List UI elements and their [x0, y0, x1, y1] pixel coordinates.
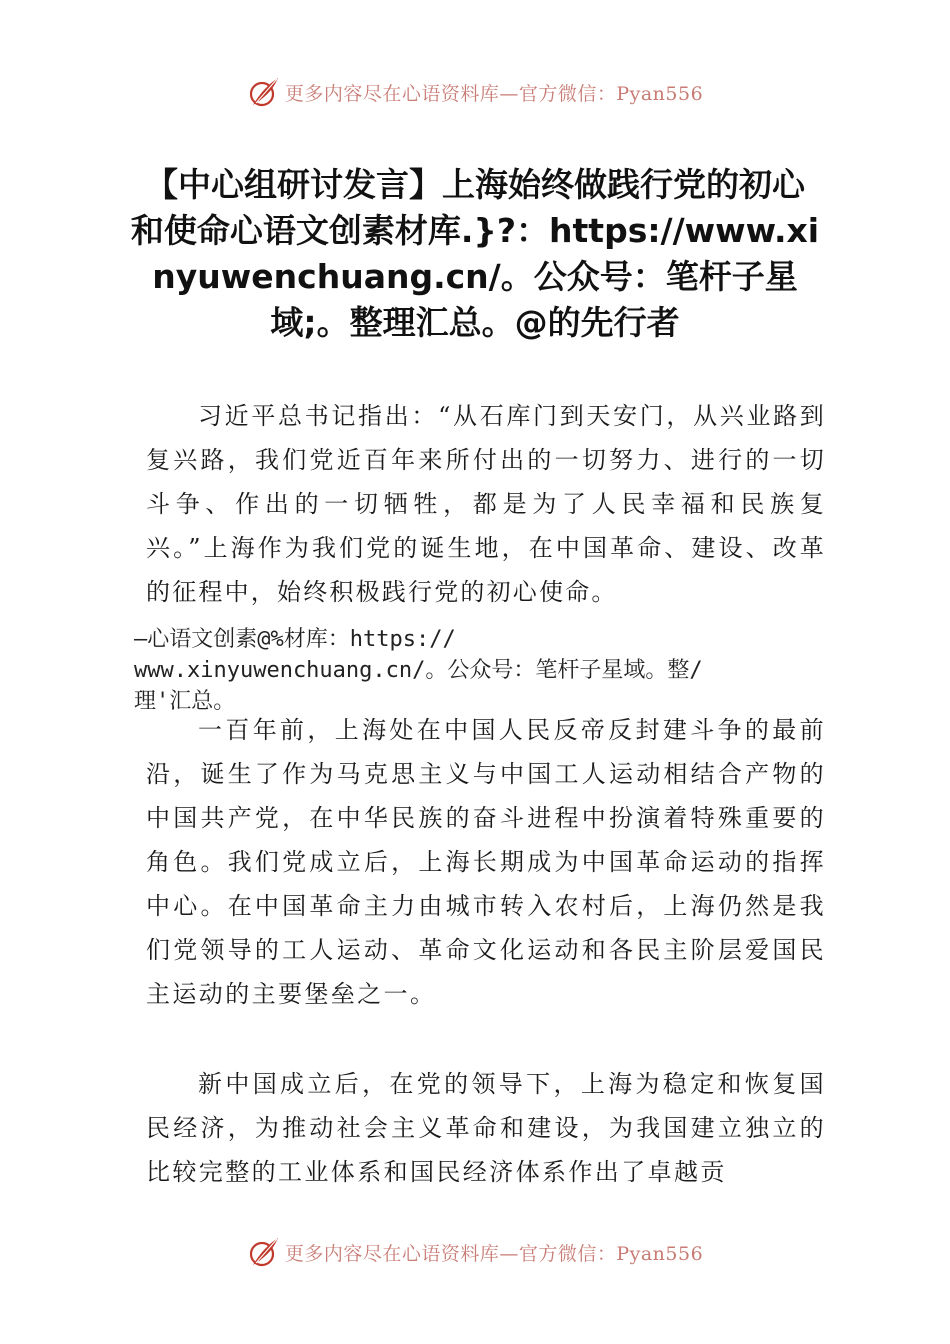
- watermark-line-2: www.xinyuwenchuang.cn/。公众号：笔杆子星域。整/: [134, 658, 703, 683]
- watermark-line-3: 理'汇总。: [134, 689, 236, 714]
- header-banner-text: 更多内容尽在心语资料库—官方微信：Pyan556: [284, 82, 704, 105]
- document-title: 【中心组研讨发言】上海始终做践行党的初心和使命心语文创素材库.}?：https://www.xinyuwenchuang.cn/。公众号：笔杆子星域;。整理汇总。@的先行者: [130, 165, 820, 342]
- paragraph-2: 一百年前，上海处在中国人民反帝反封建斗争的最前沿，诞生了作为马克思主义与中国工人运动相结合产物的中国共产党，在中华民族的奋斗进程中扮演着特殊重要的角色。我们党成立后，上海长期成为中国革命运动的指挥中心。在中国革命主力由城市转入农村后，上海仍然是我们党领导的工人运动、革命文化运动和各民主阶层爱国民主运动的主要堡垒之一。: [146, 716, 826, 1008]
- feather-logo-icon: [247, 1235, 281, 1269]
- footer-banner: [0, 1232, 950, 1272]
- paragraph-1: 习近平总书记指出：“从石库门到天安门，从兴业路到复兴路，我们党近百年来所付出的一切努力、进行的一切斗争、作出的一切牺牲，都是为了人民幸福和民族复兴。”上海作为我们党的诞生地，在中国革命、建设、改革的征程中，始终积极践行党的初心使命。: [146, 402, 826, 606]
- footer-banner-text: 更多内容尽在心语资料库—官方微信：Pyan556: [284, 1242, 704, 1265]
- feather-logo-icon: [247, 75, 281, 109]
- watermark-line-1: —心语文创素@%材库：https://: [134, 627, 456, 652]
- header-banner: [0, 72, 950, 112]
- paragraph-3: 新中国成立后，在党的领导下，上海为稳定和恢复国民经济，为推动社会主义革命和建设，为我国建立独立的比较完整的工业体系和国民经济体系作出了卓越贡: [146, 1070, 826, 1186]
